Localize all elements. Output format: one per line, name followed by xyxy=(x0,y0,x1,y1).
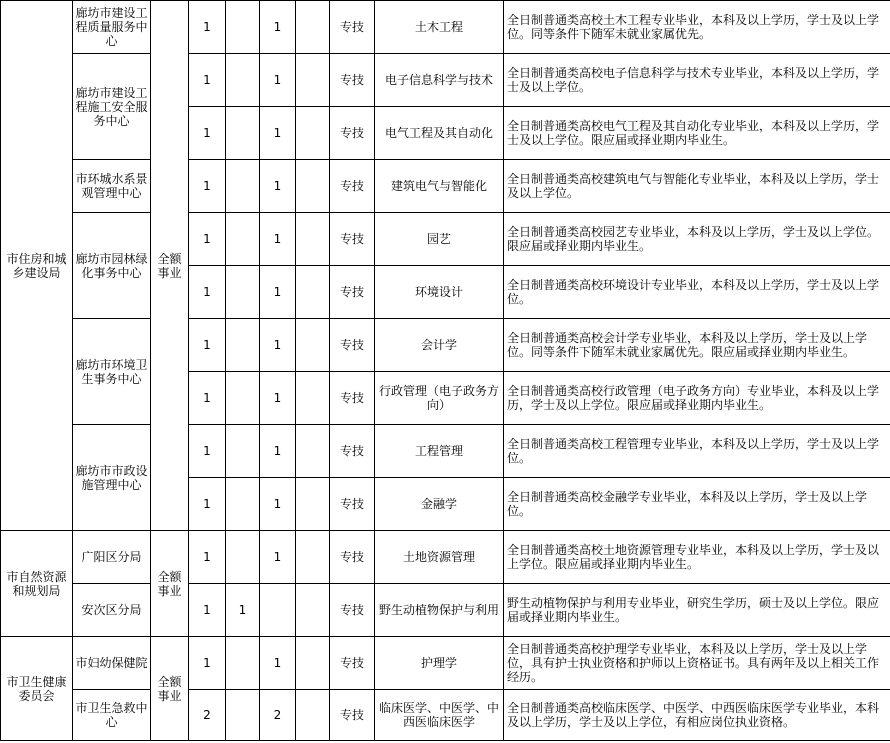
count-cell: 1 xyxy=(189,637,226,690)
count-cell xyxy=(296,584,330,637)
table-row xyxy=(1,160,890,213)
unit-cell: 廊坊市建设工程施工安全服务中心 xyxy=(73,54,151,160)
position-level-cell: 专技 xyxy=(330,107,375,160)
position-level-cell: 专技 xyxy=(330,213,375,266)
requirements-cell: 全日制普通类高校临床医学、中医学、中西医临床医学专业毕业，本科及以上学历，学士及以上学位，有相应岗位执业资格。 xyxy=(504,690,890,741)
position-level-cell: 专技 xyxy=(330,54,375,107)
requirements-cell: 全日制普通类高校电子信息科学与技术专业毕业，本科及以上学历，学士及以上学位。 xyxy=(504,54,890,107)
count-cell: 1 xyxy=(260,531,296,584)
position-level-cell: 专技 xyxy=(330,1,375,54)
count-cell: 1 xyxy=(260,425,296,478)
major-cell: 土地资源管理 xyxy=(375,531,504,584)
requirements-cell: 全日制普通类高校园艺专业毕业，本科及以上学历，学士及以上学位。限应届或择业期内毕业生。 xyxy=(504,213,890,266)
count-cell: 1 xyxy=(260,107,296,160)
requirements-cell: 全日制普通类高校土地资源管理专业毕业，本科及以上学历，学士及以上学位。限应届或择业期内毕业生。 xyxy=(504,531,890,584)
position-level-cell: 专技 xyxy=(330,637,375,690)
count-cell: 1 xyxy=(189,54,226,107)
count-cell xyxy=(226,107,260,160)
count-cell xyxy=(296,107,330,160)
table-row xyxy=(1,425,890,478)
unit-cell: 廊坊市园林绿化事务中心 xyxy=(73,213,151,319)
count-cell xyxy=(296,425,330,478)
position-level-cell: 专技 xyxy=(330,690,375,741)
count-cell xyxy=(260,584,296,637)
unit-cell: 安次区分局 xyxy=(73,584,151,637)
table-row xyxy=(1,584,890,637)
count-cell xyxy=(296,531,330,584)
unit-cell: 广阳区分局 xyxy=(73,531,151,584)
major-cell: 环境设计 xyxy=(375,266,504,319)
major-cell: 土木工程 xyxy=(375,1,504,54)
position-level-cell: 专技 xyxy=(330,266,375,319)
unit-cell: 市卫生急救中心 xyxy=(73,690,151,741)
requirements-cell: 全日制普通类高校环境设计专业毕业，本科及以上学历，学士及以上学位。 xyxy=(504,266,890,319)
major-cell: 建筑电气与智能化 xyxy=(375,160,504,213)
position-level-cell: 专技 xyxy=(330,319,375,372)
major-cell: 临床医学、中医学、中西医临床医学 xyxy=(375,690,504,741)
count-cell: 1 xyxy=(189,478,226,531)
requirements-cell: 全日制普通类高校土木工程专业毕业，本科及以上学历，学士及以上学位。同等条件下随军未就业家属优先。 xyxy=(504,1,890,54)
major-cell: 园艺 xyxy=(375,213,504,266)
count-cell: 1 xyxy=(260,160,296,213)
count-cell xyxy=(296,266,330,319)
count-cell xyxy=(226,690,260,741)
count-cell xyxy=(226,213,260,266)
count-cell xyxy=(296,690,330,741)
count-cell: 2 xyxy=(189,690,226,741)
count-cell: 1 xyxy=(226,584,260,637)
requirements-cell: 全日制普通类高校会计学专业毕业，本科及以上学历，学士及以上学位。同等条件下随军未就业家属优先。限应届或择业期内毕业生。 xyxy=(504,319,890,372)
major-cell: 会计学 xyxy=(375,319,504,372)
count-cell: 1 xyxy=(189,213,226,266)
unit-cell: 廊坊市市政设施管理中心 xyxy=(73,425,151,531)
count-cell: 1 xyxy=(260,1,296,54)
position-level-cell: 专技 xyxy=(330,425,375,478)
unit-cell: 廊坊市环境卫生事务中心 xyxy=(73,319,151,425)
count-cell: 1 xyxy=(189,372,226,425)
count-cell: 1 xyxy=(260,372,296,425)
count-cell xyxy=(226,160,260,213)
funding-type-cell: 全额事业 xyxy=(151,637,189,741)
department-cell: 市住房和城乡建设局 xyxy=(1,1,73,531)
major-cell: 电子信息科学与技术 xyxy=(375,54,504,107)
department-cell: 市卫生健康委员会 xyxy=(1,637,73,741)
requirements-cell: 全日制普通类高校金融学专业毕业，本科及以上学历，学士及以上学位。 xyxy=(504,478,890,531)
department-cell: 市自然资源和规划局 xyxy=(1,531,73,637)
count-cell xyxy=(226,372,260,425)
count-cell: 1 xyxy=(189,1,226,54)
count-cell: 1 xyxy=(189,584,226,637)
count-cell xyxy=(226,637,260,690)
funding-type-cell: 全额事业 xyxy=(151,1,189,531)
position-level-cell: 专技 xyxy=(330,372,375,425)
requirements-cell: 全日制普通类高校工程管理专业毕业，本科及以上学历，学士及以上学位。 xyxy=(504,425,890,478)
major-cell: 工程管理 xyxy=(375,425,504,478)
requirements-cell: 全日制普通类高校建筑电气与智能化专业毕业，本科及以上学历，学士及以上学位。 xyxy=(504,160,890,213)
count-cell xyxy=(226,478,260,531)
count-cell xyxy=(296,478,330,531)
table-row xyxy=(1,531,890,584)
count-cell: 1 xyxy=(189,319,226,372)
count-cell xyxy=(296,54,330,107)
requirements-cell: 全日制普通类高校行政管理（电子政务方向）专业毕业，本科及以上学历，学士及以上学位。限应届或择业期内毕业生。 xyxy=(504,372,890,425)
requirements-cell: 野生动植物保护与利用专业毕业，研究生学历，硕士及以上学位。限应届或择业期内毕业生。 xyxy=(504,584,890,637)
position-level-cell: 专技 xyxy=(330,160,375,213)
count-cell xyxy=(296,213,330,266)
table-row xyxy=(1,690,890,741)
major-cell: 护理学 xyxy=(375,637,504,690)
count-cell xyxy=(226,266,260,319)
table-row xyxy=(1,213,890,266)
count-cell xyxy=(226,1,260,54)
position-level-cell: 专技 xyxy=(330,584,375,637)
major-cell: 野生动植物保护与利用 xyxy=(375,584,504,637)
count-cell: 1 xyxy=(189,266,226,319)
unit-cell: 市环城水系景观管理中心 xyxy=(73,160,151,213)
table-row xyxy=(1,54,890,107)
requirements-cell: 全日制普通类高校护理学专业毕业，本科及以上学历，学士及以上学位，具有护士执业资格和护师以上资格证书。具有两年及以上相关工作经历。 xyxy=(504,637,890,690)
unit-cell: 市妇幼保健院 xyxy=(73,637,151,690)
count-cell: 1 xyxy=(260,478,296,531)
count-cell xyxy=(226,531,260,584)
count-cell: 1 xyxy=(189,160,226,213)
count-cell xyxy=(296,372,330,425)
position-level-cell: 专技 xyxy=(330,531,375,584)
count-cell xyxy=(296,160,330,213)
count-cell xyxy=(226,54,260,107)
count-cell xyxy=(226,319,260,372)
major-cell: 行政管理（电子政务方向） xyxy=(375,372,504,425)
major-cell: 金融学 xyxy=(375,478,504,531)
count-cell: 1 xyxy=(260,54,296,107)
unit-cell: 廊坊市建设工程质量服务中心 xyxy=(73,1,151,54)
count-cell xyxy=(296,637,330,690)
table-row xyxy=(1,1,890,54)
count-cell: 1 xyxy=(260,266,296,319)
count-cell: 1 xyxy=(260,637,296,690)
funding-type-cell: 全额事业 xyxy=(151,531,189,637)
count-cell xyxy=(296,1,330,54)
count-cell: 1 xyxy=(260,213,296,266)
count-cell: 2 xyxy=(260,690,296,741)
count-cell xyxy=(296,319,330,372)
count-cell: 1 xyxy=(189,107,226,160)
table-row xyxy=(1,319,890,372)
major-cell: 电气工程及其自动化 xyxy=(375,107,504,160)
count-cell: 1 xyxy=(260,319,296,372)
count-cell: 1 xyxy=(189,531,226,584)
count-cell: 1 xyxy=(189,425,226,478)
position-level-cell: 专技 xyxy=(330,478,375,531)
count-cell xyxy=(226,425,260,478)
table-row xyxy=(1,637,890,690)
requirements-cell: 全日制普通类高校电气工程及其自动化专业毕业，本科及以上学历，学士及以上学位。限应届或择业期内毕业生。 xyxy=(504,107,890,160)
